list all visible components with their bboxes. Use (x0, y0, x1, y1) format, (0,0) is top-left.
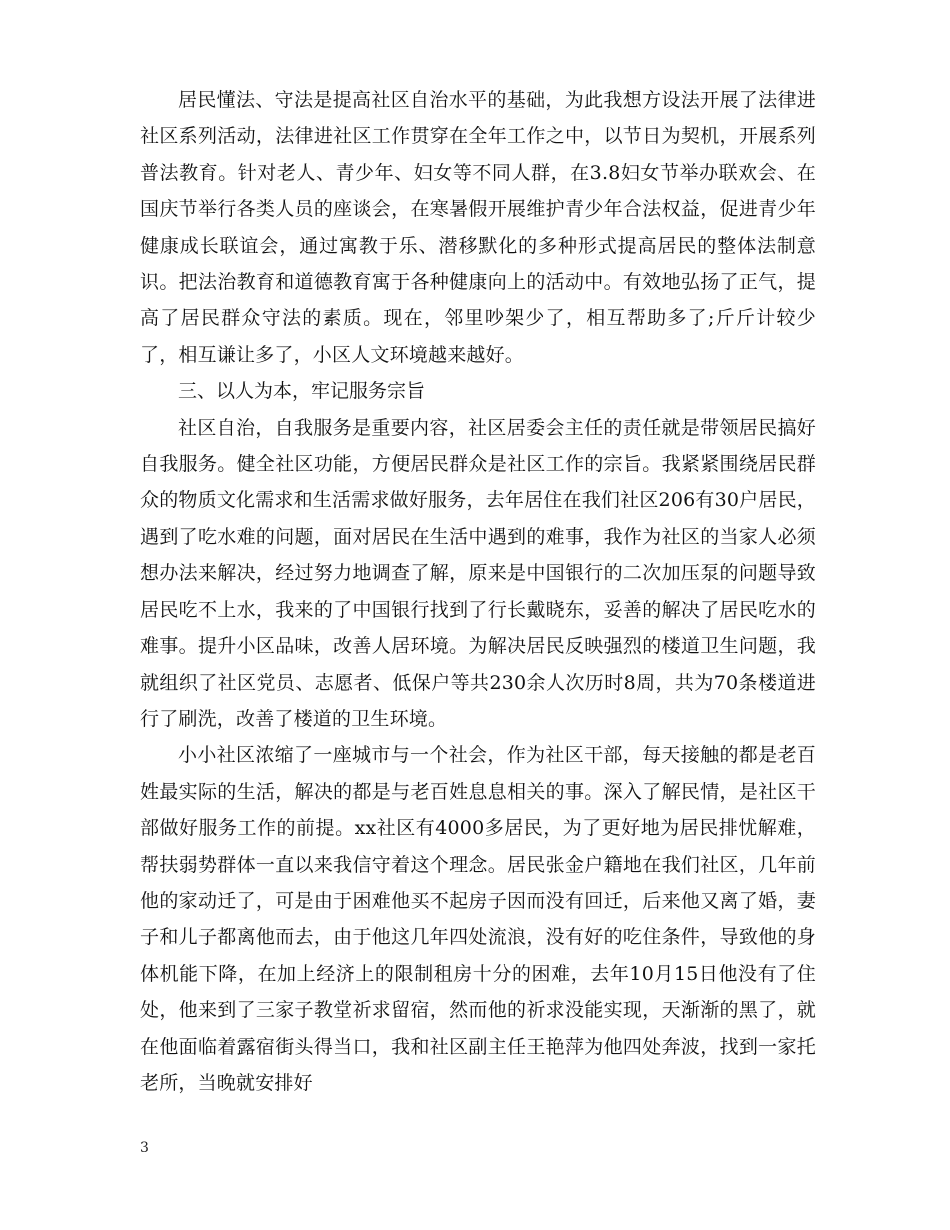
section-heading-service: 三、以人为本，牢记服务宗旨 (178, 380, 426, 403)
paragraph-community-care: 小小社区浓缩了一座城市与一个社会，作为社区干部，每天接触的都是老百姓最实际的生活，解决的都是与老百姓息息相关的事。深入了解民情，是社区干部做好服务工作的前提。xx社区有4000多居民，为了更好地为居民排忧解难，帮扶弱势群体一直以来我信守着这个理念。居民张金户籍地在我们社区，几年前他的家动迁了，可是由于困难他买不起房子因而没有回迁，后来他又离了婚，妻子和儿子都离他而去，由于他这几年四处流浪，没有好的吃住条件，导致他的身体机能下降，在加上经济上的限制租房十分的困难，去年10月15日他没有了住处，他来到了三家子教堂祈求留宿，然而他的祈求没能实现，天渐渐的黑了，就在他面临着露宿街头得当口，我和社区副主任王艳萍为他四处奔波，找到一家托老所，当晚就安排好 (140, 744, 816, 1094)
paragraph-self-service: 社区自治，自我服务是重要内容，社区居委会主任的责任就是带领居民搞好自我服务。健全社区功能，方便居民群众是社区工作的宗旨。我紧紧围绕居民群众的物质文化需求和生活需求做好服务，去年居住在我们社区206有30户居民，遇到了吃水难的问题，面对居民在生活中遇到的难事，我作为社区的当家人必须想办法来解决，经过努力地调查了解，原来是中国银行的二次加压泵的问题导致居民吃不上水，我来的了中国银行找到了行长戴晓东，妥善的解决了居民吃水的难事。提升小区品味，改善人居环境。为解决居民反映强烈的楼道卫生问题，我就组织了社区党员、志愿者、低保户等共230余人次历时8周，共为70条楼道进行了刷洗，改善了楼道的卫生环境。 (140, 416, 816, 730)
paragraph-legal-education: 居民懂法、守法是提高社区自治水平的基础，为此我想方设法开展了法律进社区系列活动，法律进社区工作贯穿在全年工作之中，以节日为契机，开展系列普法教育。针对老人、青少年、妇女等不同人群，在3.8妇女节举办联欢会、在国庆节举行各类人员的座谈会，在寒暑假开展维护青少年合法权益，促进青少年健康成长联谊会，通过寓教于乐、潜移默化的多种形式提高居民的整体法制意识。把法治教育和道德教育寓于各种健康向上的活动中。有效地弘扬了正气，提高了居民群众守法的素质。现在，邻里吵架少了，相互帮助多了;斤斤计较少了，相互谦让多了，小区人文环境越来越好。 (140, 89, 816, 366)
document-body (140, 82, 816, 1101)
page-number: 3 (140, 1140, 149, 1156)
